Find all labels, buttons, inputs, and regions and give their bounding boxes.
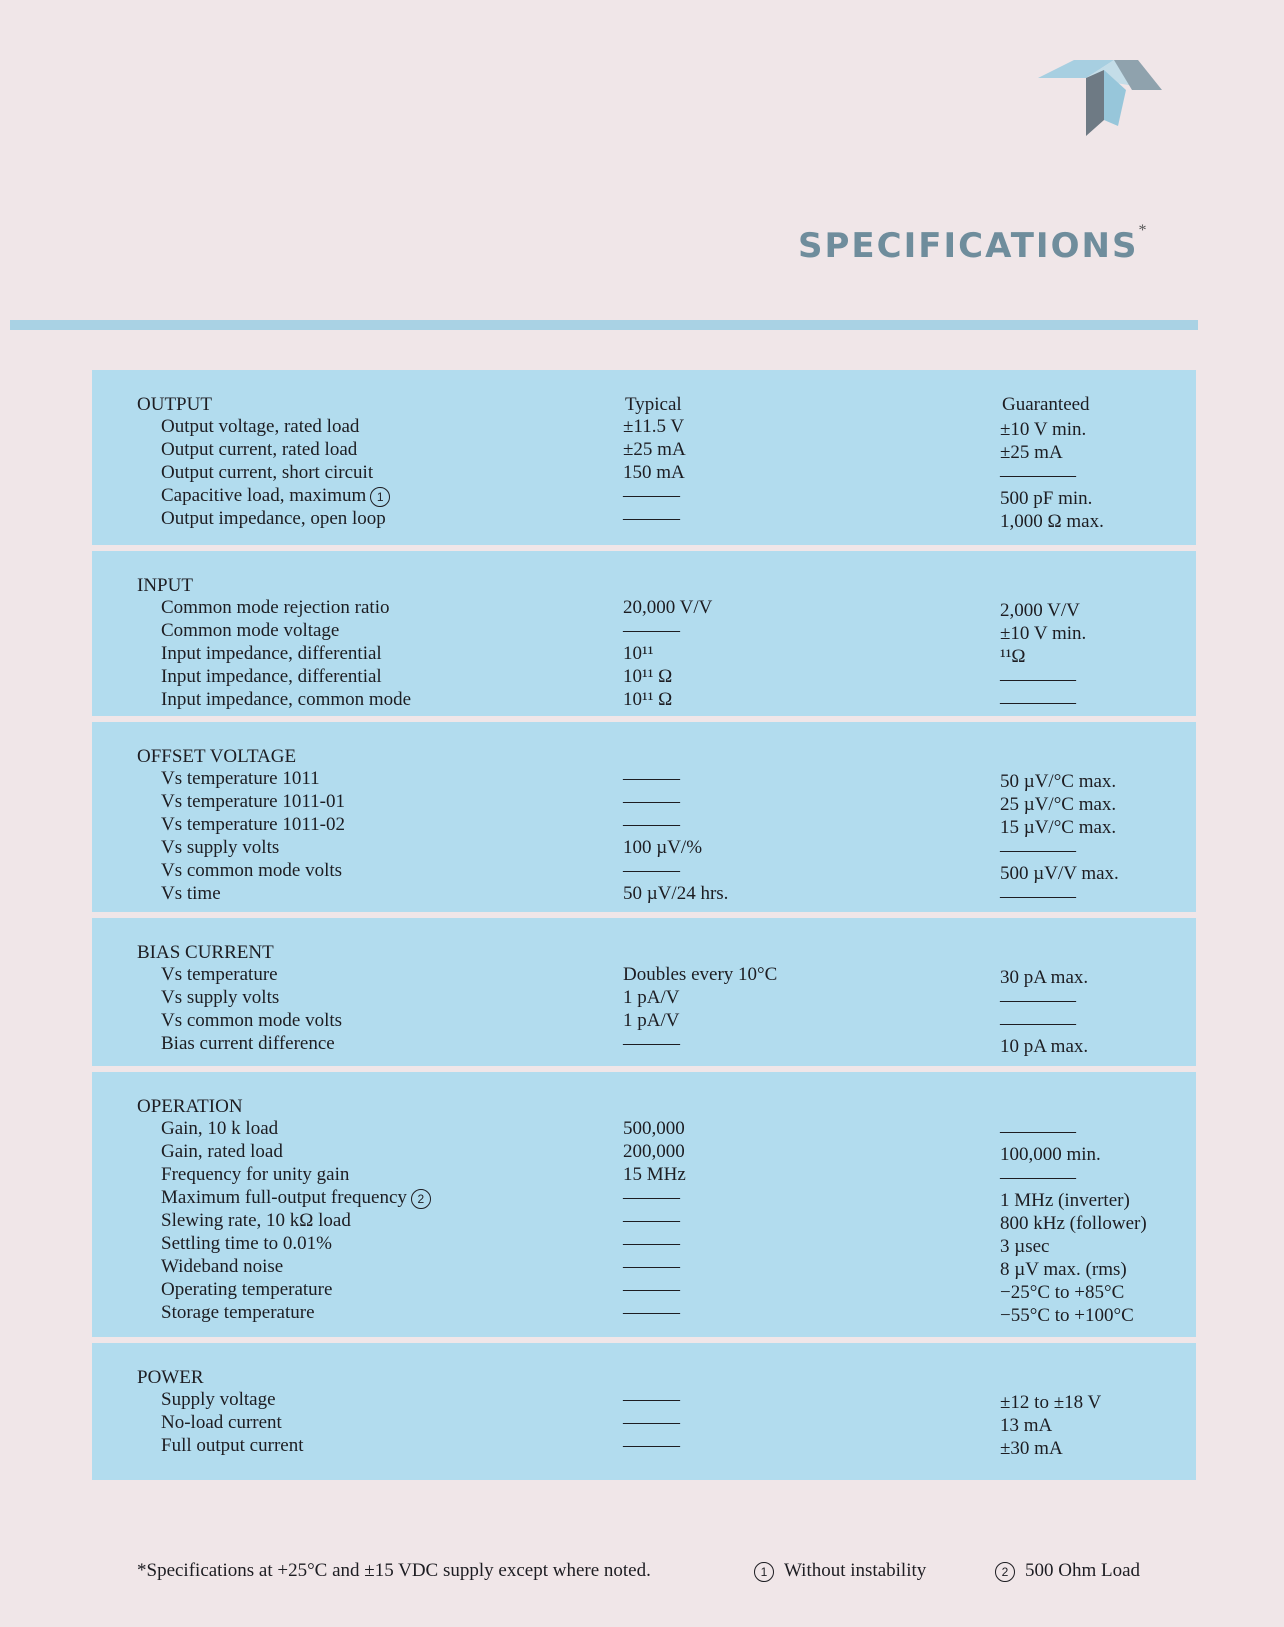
spec-label-text: Vs temperature 1011-01 (161, 791, 345, 812)
spec-label-text: Common mode voltage (161, 620, 340, 641)
spec-label-text: Vs supply volts (161, 987, 280, 1008)
spec-guaranteed: 800 kHz (follower) (1000, 1213, 1147, 1234)
spec-guaranteed: −25°C to +85°C (1000, 1282, 1125, 1303)
spec-guaranteed: −55°C to +100°C (1000, 1305, 1134, 1326)
spec-label (161, 643, 382, 665)
spec-typical: ——— (623, 1435, 680, 1456)
spec-guaranteed: 500 pF min. (1000, 488, 1093, 509)
spec-label-text: Vs temperature (161, 964, 278, 985)
spec-guaranteed: ———— (1000, 886, 1076, 907)
spec-typical: ±11.5 V (623, 416, 685, 437)
spec-label-text: Output impedance, open loop (161, 508, 386, 529)
page-title: SPECIFICATIONS* (798, 222, 1149, 266)
spec-label (161, 964, 278, 986)
section-title: INPUT (137, 575, 193, 596)
spec-row (92, 1302, 1196, 1325)
spec-label (161, 987, 279, 1009)
spec-row (92, 597, 1196, 620)
spec-label-text: Slewing rate, 10 kΩ load (161, 1210, 351, 1231)
spec-row (92, 1279, 1196, 1302)
spec-row (92, 485, 1196, 508)
spec-label (161, 837, 279, 859)
spec-row (92, 1233, 1196, 1256)
spec-guaranteed: 1 MHz (inverter) (1000, 1190, 1130, 1211)
spec-label-text: Storage temperature (161, 1302, 315, 1323)
spec-label-text: Full output current (161, 1435, 304, 1456)
section-title: OFFSET VOLTAGE (137, 746, 297, 767)
spec-typical: ——— (623, 508, 680, 529)
spec-label-text: Bias current difference (161, 1033, 335, 1054)
column-header-typical: Typical (625, 394, 682, 415)
section-title: POWER (137, 1367, 204, 1388)
spec-row (92, 987, 1196, 1010)
spec-typical: 50 µV/24 hrs. (623, 883, 729, 904)
spec-row (92, 814, 1196, 837)
section-title: OPERATION (137, 1096, 243, 1117)
spec-typical: ——— (623, 1233, 680, 1254)
section-heading (92, 1343, 1196, 1389)
spec-row (92, 1256, 1196, 1279)
spec-typical: 15 MHz (623, 1164, 686, 1185)
spec-guaranteed: 30 pA max. (1000, 967, 1089, 988)
spec-label-text: Vs time (161, 883, 221, 904)
spec-label (161, 1141, 283, 1163)
spec-label-text: Output current, rated load (161, 439, 358, 460)
spec-guaranteed: ———— (1000, 990, 1076, 1011)
spec-typical: ——— (623, 1279, 680, 1300)
spec-label-text: Input impedance, common mode (161, 689, 412, 710)
spec-label-text: Output current, short circuit (161, 462, 374, 483)
spec-guaranteed: ±30 mA (1000, 1438, 1063, 1459)
spec-guaranteed: ———— (1000, 692, 1076, 713)
spec-row (92, 643, 1196, 666)
spec-label-text: Maximum full-output frequency (161, 1187, 407, 1208)
spec-row (92, 1187, 1196, 1210)
spec-row (92, 1141, 1196, 1164)
spec-label (161, 1010, 342, 1032)
footnote-1-marker: 1 (754, 1562, 774, 1582)
spec-guaranteed: ———— (1000, 669, 1076, 690)
spec-label-text: No-load current (161, 1412, 282, 1433)
footnote-marker: 2 (411, 1189, 431, 1209)
spec-guaranteed: 10 pA max. (1000, 1036, 1089, 1057)
spec-row (92, 1210, 1196, 1233)
spec-typical: ±25 mA (623, 439, 686, 460)
spec-guaranteed: 3 µsec (1000, 1236, 1050, 1257)
spec-label-text: Vs temperature 1011 (161, 768, 320, 789)
spec-typical: 500,000 (623, 1118, 685, 1139)
spec-label (161, 1389, 276, 1411)
spec-guaranteed: 1,000 Ω max. (1000, 511, 1104, 532)
spec-label (161, 1233, 332, 1255)
spec-label (161, 416, 359, 438)
spec-row (92, 508, 1196, 531)
spec-row (92, 1412, 1196, 1435)
spec-label-text: Frequency for unity gain (161, 1164, 350, 1185)
spec-row (92, 689, 1196, 712)
spec-label (161, 620, 339, 642)
spec-label (161, 439, 357, 461)
spec-typical: ——— (623, 1210, 680, 1231)
section-title: OUTPUT (137, 394, 212, 415)
spec-row (92, 964, 1196, 987)
spec-label (161, 1187, 431, 1209)
spec-guaranteed: ———— (1000, 465, 1076, 486)
spec-guaranteed: ———— (1000, 1013, 1076, 1034)
spec-guaranteed: ±10 V min. (1000, 419, 1087, 440)
section-title: BIAS CURRENT (137, 942, 274, 963)
spec-typical: 100 µV/% (623, 837, 703, 858)
spec-section (92, 1343, 1196, 1480)
spec-label-text: Vs common mode volts (161, 1010, 343, 1031)
spec-label-text: Input impedance, differential (161, 643, 382, 664)
spec-guaranteed: 13 mA (1000, 1415, 1053, 1436)
spec-typical: 1 pA/V (623, 987, 680, 1008)
footnote-2-marker: 2 (995, 1562, 1015, 1582)
spec-guaranteed: 500 µV/V max. (1000, 863, 1119, 884)
spec-row (92, 439, 1196, 462)
header-rule (10, 320, 1198, 330)
spec-typical: Doubles every 10°C (623, 964, 778, 985)
spec-section (92, 551, 1196, 716)
spec-label-text: Wideband noise (161, 1256, 284, 1277)
footnote-1 (754, 1560, 926, 1582)
spec-row (92, 462, 1196, 485)
spec-guaranteed: 2,000 V/V (1000, 600, 1080, 621)
spec-label-text: Capacitive load, maximum (161, 485, 367, 506)
spec-guaranteed: 8 µV max. (rms) (1000, 1259, 1127, 1280)
spec-section (92, 370, 1196, 545)
spec-label-text: Vs temperature 1011-02 (161, 814, 345, 835)
spec-label (161, 791, 345, 813)
spec-typical: ——— (623, 1033, 680, 1054)
spec-label (161, 1118, 278, 1140)
spec-typical: ——— (623, 1412, 680, 1433)
spec-label (161, 1412, 282, 1434)
spec-row (92, 791, 1196, 814)
spec-row (92, 1033, 1196, 1056)
spec-label-text: Settling time to 0.01% (161, 1233, 332, 1254)
spec-label (161, 860, 342, 882)
spec-label-text: Gain, 10 k load (161, 1118, 279, 1139)
spec-row (92, 1010, 1196, 1033)
spec-typical: 10¹¹ (623, 643, 654, 664)
spec-guaranteed: ±10 V min. (1000, 623, 1087, 644)
footnote-2 (995, 1560, 1140, 1582)
spec-row (92, 837, 1196, 860)
spec-guaranteed: 25 µV/°C max. (1000, 794, 1117, 815)
spec-typical: ——— (623, 1389, 680, 1410)
spec-label-text: Gain, rated load (161, 1141, 283, 1162)
spec-section (92, 918, 1196, 1066)
spec-label-text: Common mode rejection ratio (161, 597, 390, 618)
spec-label (161, 485, 390, 507)
spec-guaranteed: ———— (1000, 840, 1076, 861)
spec-typical: 1 pA/V (623, 1010, 680, 1031)
spec-typical: ——— (623, 1187, 680, 1208)
spec-typical: ——— (623, 620, 680, 641)
spec-row (92, 1118, 1196, 1141)
spec-guaranteed: 100,000 min. (1000, 1144, 1101, 1165)
spec-label (161, 814, 345, 836)
spec-label (161, 508, 386, 530)
spec-guaranteed: ¹¹Ω (1000, 646, 1026, 667)
section-heading (92, 722, 1196, 768)
company-logo (1038, 56, 1162, 140)
spec-label (161, 689, 411, 711)
spec-typical: ——— (623, 791, 680, 812)
spec-typical: ——— (623, 860, 680, 881)
spec-label (161, 883, 221, 905)
spec-label (161, 1279, 332, 1301)
spec-row (92, 416, 1196, 439)
spec-typical: ——— (623, 814, 680, 835)
footnote-2-text: 500 Ohm Load (1025, 1560, 1141, 1581)
spec-guaranteed: 15 µV/°C max. (1000, 817, 1117, 838)
spec-label (161, 768, 320, 790)
spec-guaranteed: ±25 mA (1000, 442, 1063, 463)
spec-label (161, 1256, 283, 1278)
spec-row (92, 1164, 1196, 1187)
spec-label-text: Vs common mode volts (161, 860, 343, 881)
spec-row (92, 666, 1196, 689)
spec-typical: ——— (623, 768, 680, 789)
footnote-1-text: Without instability (784, 1560, 927, 1581)
spec-label-text: Supply voltage (161, 1389, 276, 1410)
spec-label (161, 1033, 335, 1055)
spec-label-text: Output voltage, rated load (161, 416, 360, 437)
spec-guaranteed: 50 µV/°C max. (1000, 771, 1117, 792)
spec-typical: ——— (623, 1256, 680, 1277)
spec-label-text: Input impedance, differential (161, 666, 382, 687)
spec-typical: 10¹¹ Ω (623, 689, 673, 710)
spec-typical: 20,000 V/V (623, 597, 713, 618)
spec-guaranteed: ———— (1000, 1167, 1076, 1188)
section-heading (92, 918, 1196, 964)
spec-guaranteed: ±12 to ±18 V (1000, 1392, 1102, 1413)
spec-label (161, 1210, 351, 1232)
column-header-guaranteed: Guaranteed (1002, 394, 1090, 415)
spec-row (92, 1435, 1196, 1458)
spec-label (161, 1435, 303, 1457)
spec-typical: 150 mA (623, 462, 685, 483)
section-heading (92, 551, 1196, 597)
spec-guaranteed: ———— (1000, 1121, 1076, 1142)
spec-table (92, 370, 1196, 1486)
section-heading (92, 370, 1196, 416)
spec-row (92, 620, 1196, 643)
spec-row (92, 768, 1196, 791)
footnote-marker: 1 (370, 487, 390, 507)
footer-note: *Specifications at +25°C and ±15 VDC supply except where noted. (137, 1560, 651, 1581)
spec-section (92, 722, 1196, 912)
spec-label (161, 462, 373, 484)
spec-label (161, 597, 389, 619)
spec-typical: 200,000 (623, 1141, 685, 1162)
spec-label-text: Operating temperature (161, 1279, 333, 1300)
spec-row (92, 883, 1196, 906)
spec-typical: ——— (623, 485, 680, 506)
spec-row (92, 1389, 1196, 1412)
spec-label (161, 1302, 315, 1324)
spec-section (92, 1072, 1196, 1337)
spec-label (161, 1164, 349, 1186)
section-heading (92, 1072, 1196, 1118)
spec-label (161, 666, 382, 688)
spec-label-text: Vs supply volts (161, 837, 280, 858)
spec-row (92, 860, 1196, 883)
spec-typical: 10¹¹ Ω (623, 666, 673, 687)
spec-typical: ——— (623, 1302, 680, 1323)
